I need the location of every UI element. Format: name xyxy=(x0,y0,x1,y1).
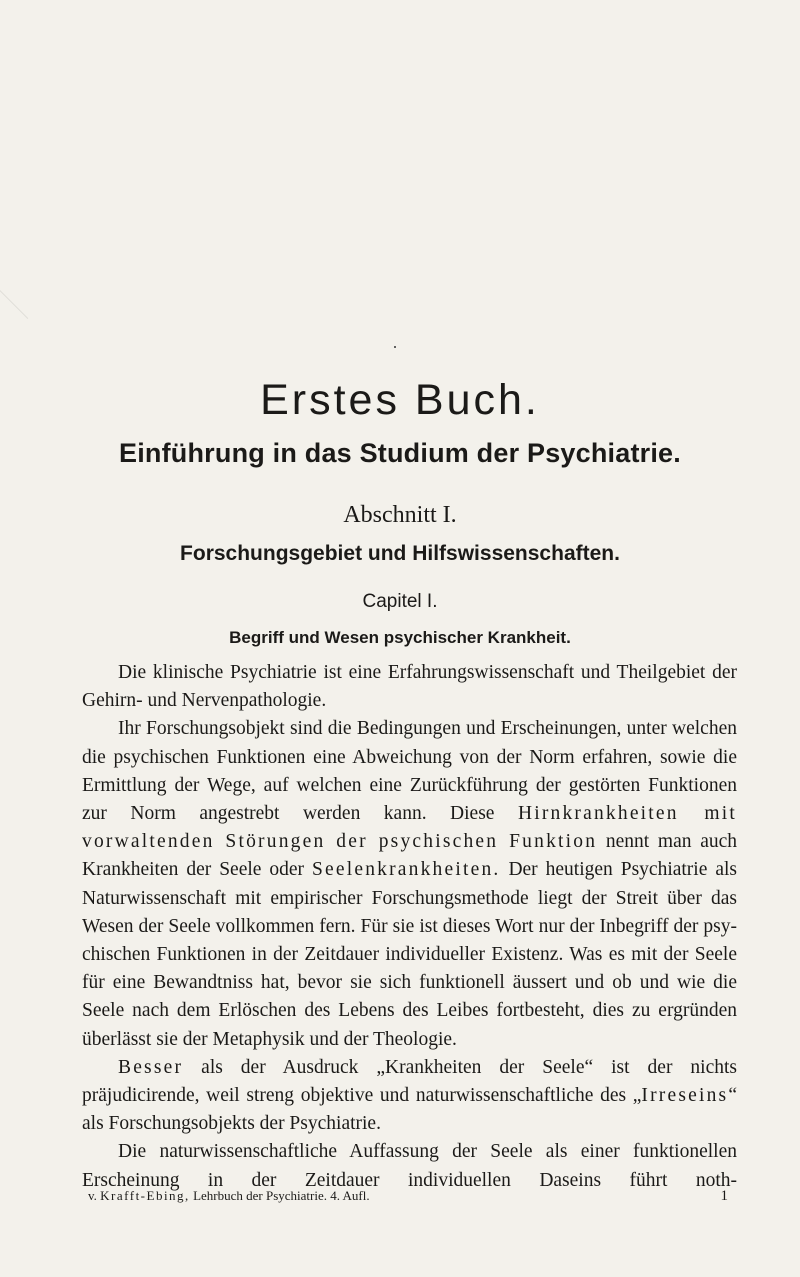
paragraph-3-text-b: “ als Forschungsobjekts der Psychiatrie. xyxy=(82,1085,737,1135)
signature-mark: 1 xyxy=(720,1188,728,1204)
scan-mark xyxy=(0,290,28,358)
body-text xyxy=(82,659,737,1195)
paragraph-2-text-a: Ihr Forschungsobjekt sind die Bedingungen und Erscheinungen, unter welchen die psychischen Funktionen eine Abweichung von der Norm erfahren, sowie die Ermittlung der Wege, auf welchen eine Zurückführung der gestörten Funktionen zur Norm angestrebt werden kann. Diese xyxy=(82,718,737,825)
ink-dot xyxy=(394,346,396,348)
chapter-label: Capitel I. xyxy=(362,591,438,612)
paragraph-3-text-a: als der Ausdruck „Krankheiten der Seele“ ist der nichts präjudicirende, weil streng objektive und naturwissenschaftliche des „ xyxy=(82,1056,737,1107)
paragraph-3 xyxy=(82,1054,737,1139)
paragraph-2 xyxy=(82,715,737,1053)
paragraph-3-emphasis-1: Besser xyxy=(118,1056,184,1078)
paragraph-1: Die klinische Psychiatrie ist eine Erfahrungswissenschaft und Theilgebiet der Gehirn- und Nervenpathologie. xyxy=(82,662,737,712)
book-title: Erstes Buch. xyxy=(260,376,540,424)
paragraph-3-emphasis-2: Irreseins xyxy=(641,1085,729,1107)
paragraph-2-emphasis-2: Seelenkrankheiten. xyxy=(311,859,501,881)
footer-citation xyxy=(88,1186,370,1206)
section-title: Forschungsgebiet und Hilfswissenschaften. xyxy=(180,542,620,565)
paragraph-2-text-b: nennt man auch Krankheiten der Seele oder xyxy=(82,831,738,881)
paragraph-2-emphasis-1: Hirnkrankheiten mit vorwaltenden Störungen der psychischen Funktion xyxy=(82,803,738,853)
footer-author: Krafft-Ebing, xyxy=(100,1188,190,1203)
chapter-title: Begriff und Wesen psychischer Krankheit. xyxy=(229,628,571,647)
paragraph-2-text-c: Der heutigen Psychiatrie als Naturwissenschaft mit empirischer Forschungsmethode liegt der Streit über das Wesen der Seele vollkommen fern. Für sie ist dieses Wort nur der Inbegriff der psychischen Funktionen in der Zeitdauer individueller Existenz. Was es mit der Seele für eine Bewandtniss hat, bevor sie sich funktionell äussert und ob und wie die Seele nach dem Erlöschen des Lebens des Leibes fortbesteht, dies zu ergründen überlässt sie der Metaphysik und der Theologie. xyxy=(82,859,737,1050)
footer-author-prefix: v. xyxy=(88,1188,101,1203)
book-subtitle: Einführung in das Studium der Psychiatrie. xyxy=(119,438,681,468)
footer-work: Lehrbuch der Psychiatrie. 4. Aufl. xyxy=(189,1188,370,1203)
paragraph-4: Die naturwissenschaftliche Auffassung der Seele als einer funktionellen Erscheinung in der Zeitdauer individuellen Daseins führt noth- xyxy=(82,1141,737,1191)
page-footer xyxy=(88,1186,728,1206)
section-label: Abschnitt I. xyxy=(343,502,457,528)
